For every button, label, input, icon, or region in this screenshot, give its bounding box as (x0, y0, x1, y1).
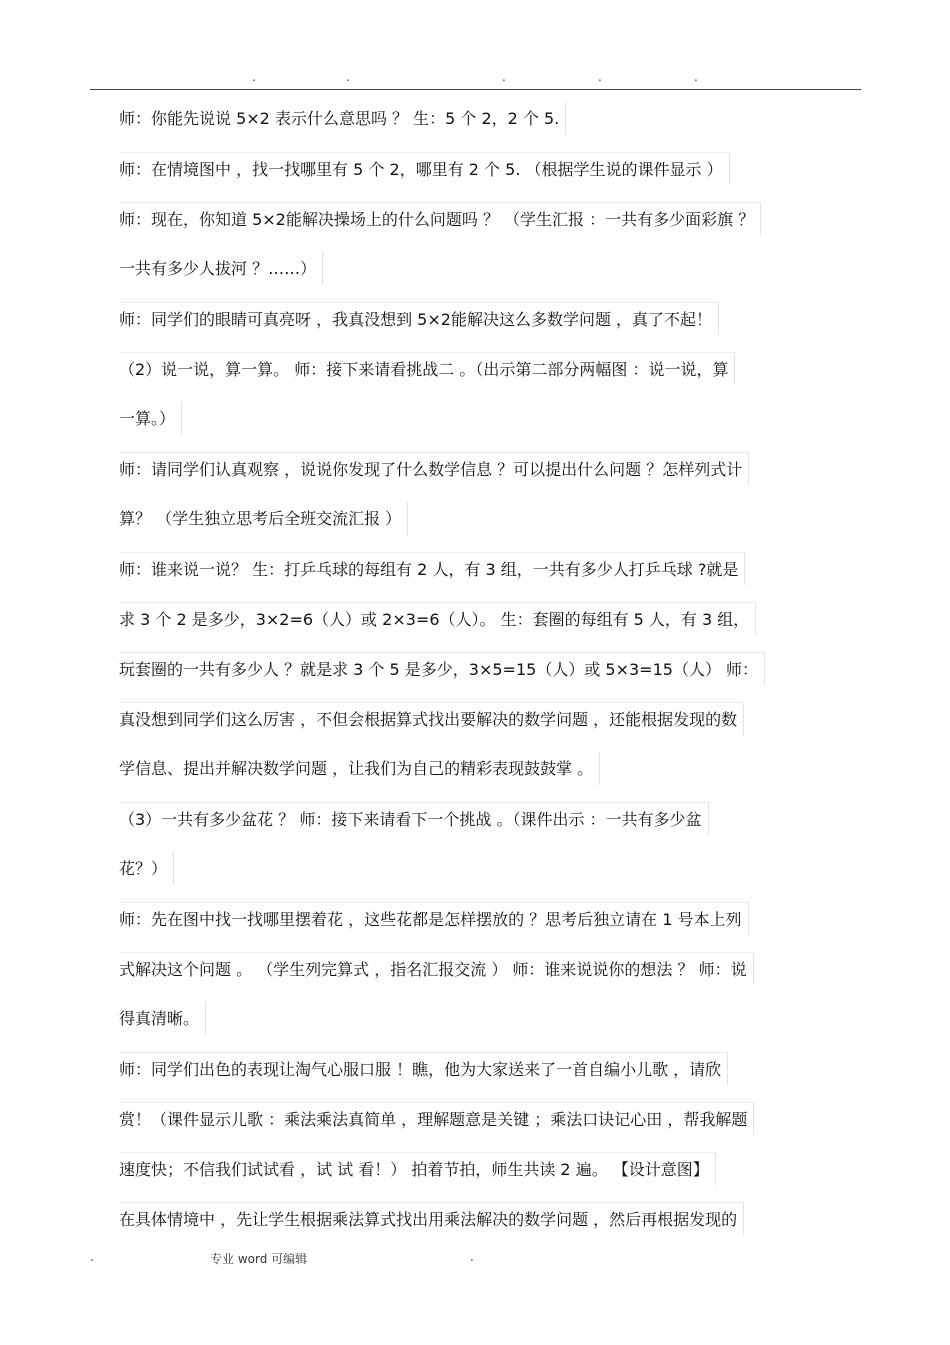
text-line: 师：同学们出色的表现让淘气心服口服 ！瞧，他为大家送来了一首自编小儿歌 ，请欣 (119, 1052, 728, 1085)
header-dot: . (252, 70, 256, 84)
text-line: 式解决这个问题 。 （学生列完算式 ，指名汇报交流 ） 师：谁来说说你的想法 ？ 师：说 (119, 952, 754, 985)
footer-label: 专业 word 可编辑 (210, 1252, 308, 1266)
footer-dot: . (90, 1250, 94, 1264)
text-line: 求 3 个 2 是多少，3×2=6（人）或 2×3=6（人）。 生：套圈的每组有 5 人，有 3 组， (119, 602, 756, 635)
header-dot: . (598, 70, 602, 84)
text-line: 得真清晰。 (119, 1002, 206, 1035)
header-dot: . (346, 70, 350, 84)
text-line: 真没想到同学们这么厉害 ，不但会根据算式找出要解决的数学问题 ，还能根据发现的数 (119, 702, 744, 735)
text-line: 学信息、提出并解决数学问题 ，让我们为自己的精彩表现鼓鼓掌 。 (119, 752, 600, 785)
header-rule (90, 89, 861, 90)
text-line: 一共有多少人拔河 ？……） (119, 252, 323, 285)
header-dot: . (502, 70, 506, 84)
text-line: （3）一共有多少盆花 ？ 师：接下来请看下一个挑战 。（课件出示 ：一共有多少盆 (119, 802, 709, 835)
text-line: 师：现在，你知道 5×2能解决操场上的什么问题吗 ？ （学生汇报 ：一共有多少面彩旗 ？ (119, 202, 761, 235)
footer-dot: . (470, 1250, 474, 1264)
text-line: 师：同学们的眼睛可真亮呀 ，我真没想到 5×2能解决这么多数学问题 ，真了不起！ (119, 302, 719, 335)
text-line: 速度快；不信我们试试看 ，试 试 看！） 拍着节拍，师生共读 2 遍。 【设计意图】 (119, 1152, 716, 1185)
text-line: 师：请同学们认真观察 ，说说你发现了什么数学信息 ？可以提出什么问题 ？怎样列式计 (119, 452, 749, 485)
header-dots (0, 70, 950, 86)
text-line: 算？ （学生独立思考后全班交流汇报 ） (119, 502, 408, 535)
text-line: 师：你能先说说 5×2 表示什么意思吗 ？ 生：5 个 2，2 个 5. (119, 102, 566, 135)
text-line: 玩套圈的一共有多少人 ？就是求 3 个 5 是多少，3×5=15（人）或 5×3=15（人） 师： (119, 652, 765, 685)
text-line: 师：在情境图中 ，找一找哪里有 5 个 2，哪里有 2 个 5. （根据学生说的课件显示 ） (119, 152, 730, 185)
text-line: 师：先在图中找一找哪里摆着花 ，这些花都是怎样摆放的 ？思考后独立请在 1 号本上列 (119, 902, 749, 935)
text-line: 师：谁来说一说？ 生：打乒乓球的每组有 2 人，有 3 组，一共有多少人打乒乓球 ?就是 (119, 552, 745, 585)
text-line: （2）说一说，算一算。 师：接下来请看挑战二 。（出示第二部分两幅图 ：说一说，算 (119, 352, 735, 385)
text-line: 一算。） (119, 402, 182, 435)
text-line: 花？） (119, 852, 174, 885)
text-line: 赏！（课件显示儿歌 ：乘法乘法真简单 ，理解题意是关键 ；乘法口诀记心田 ，帮我解题 (119, 1102, 754, 1135)
header-dot: . (694, 70, 698, 84)
text-line: 在具体情境中 ，先让学生根据乘法算式找出用乘法解决的数学问题 ，然后再根据发现的 (119, 1202, 744, 1235)
